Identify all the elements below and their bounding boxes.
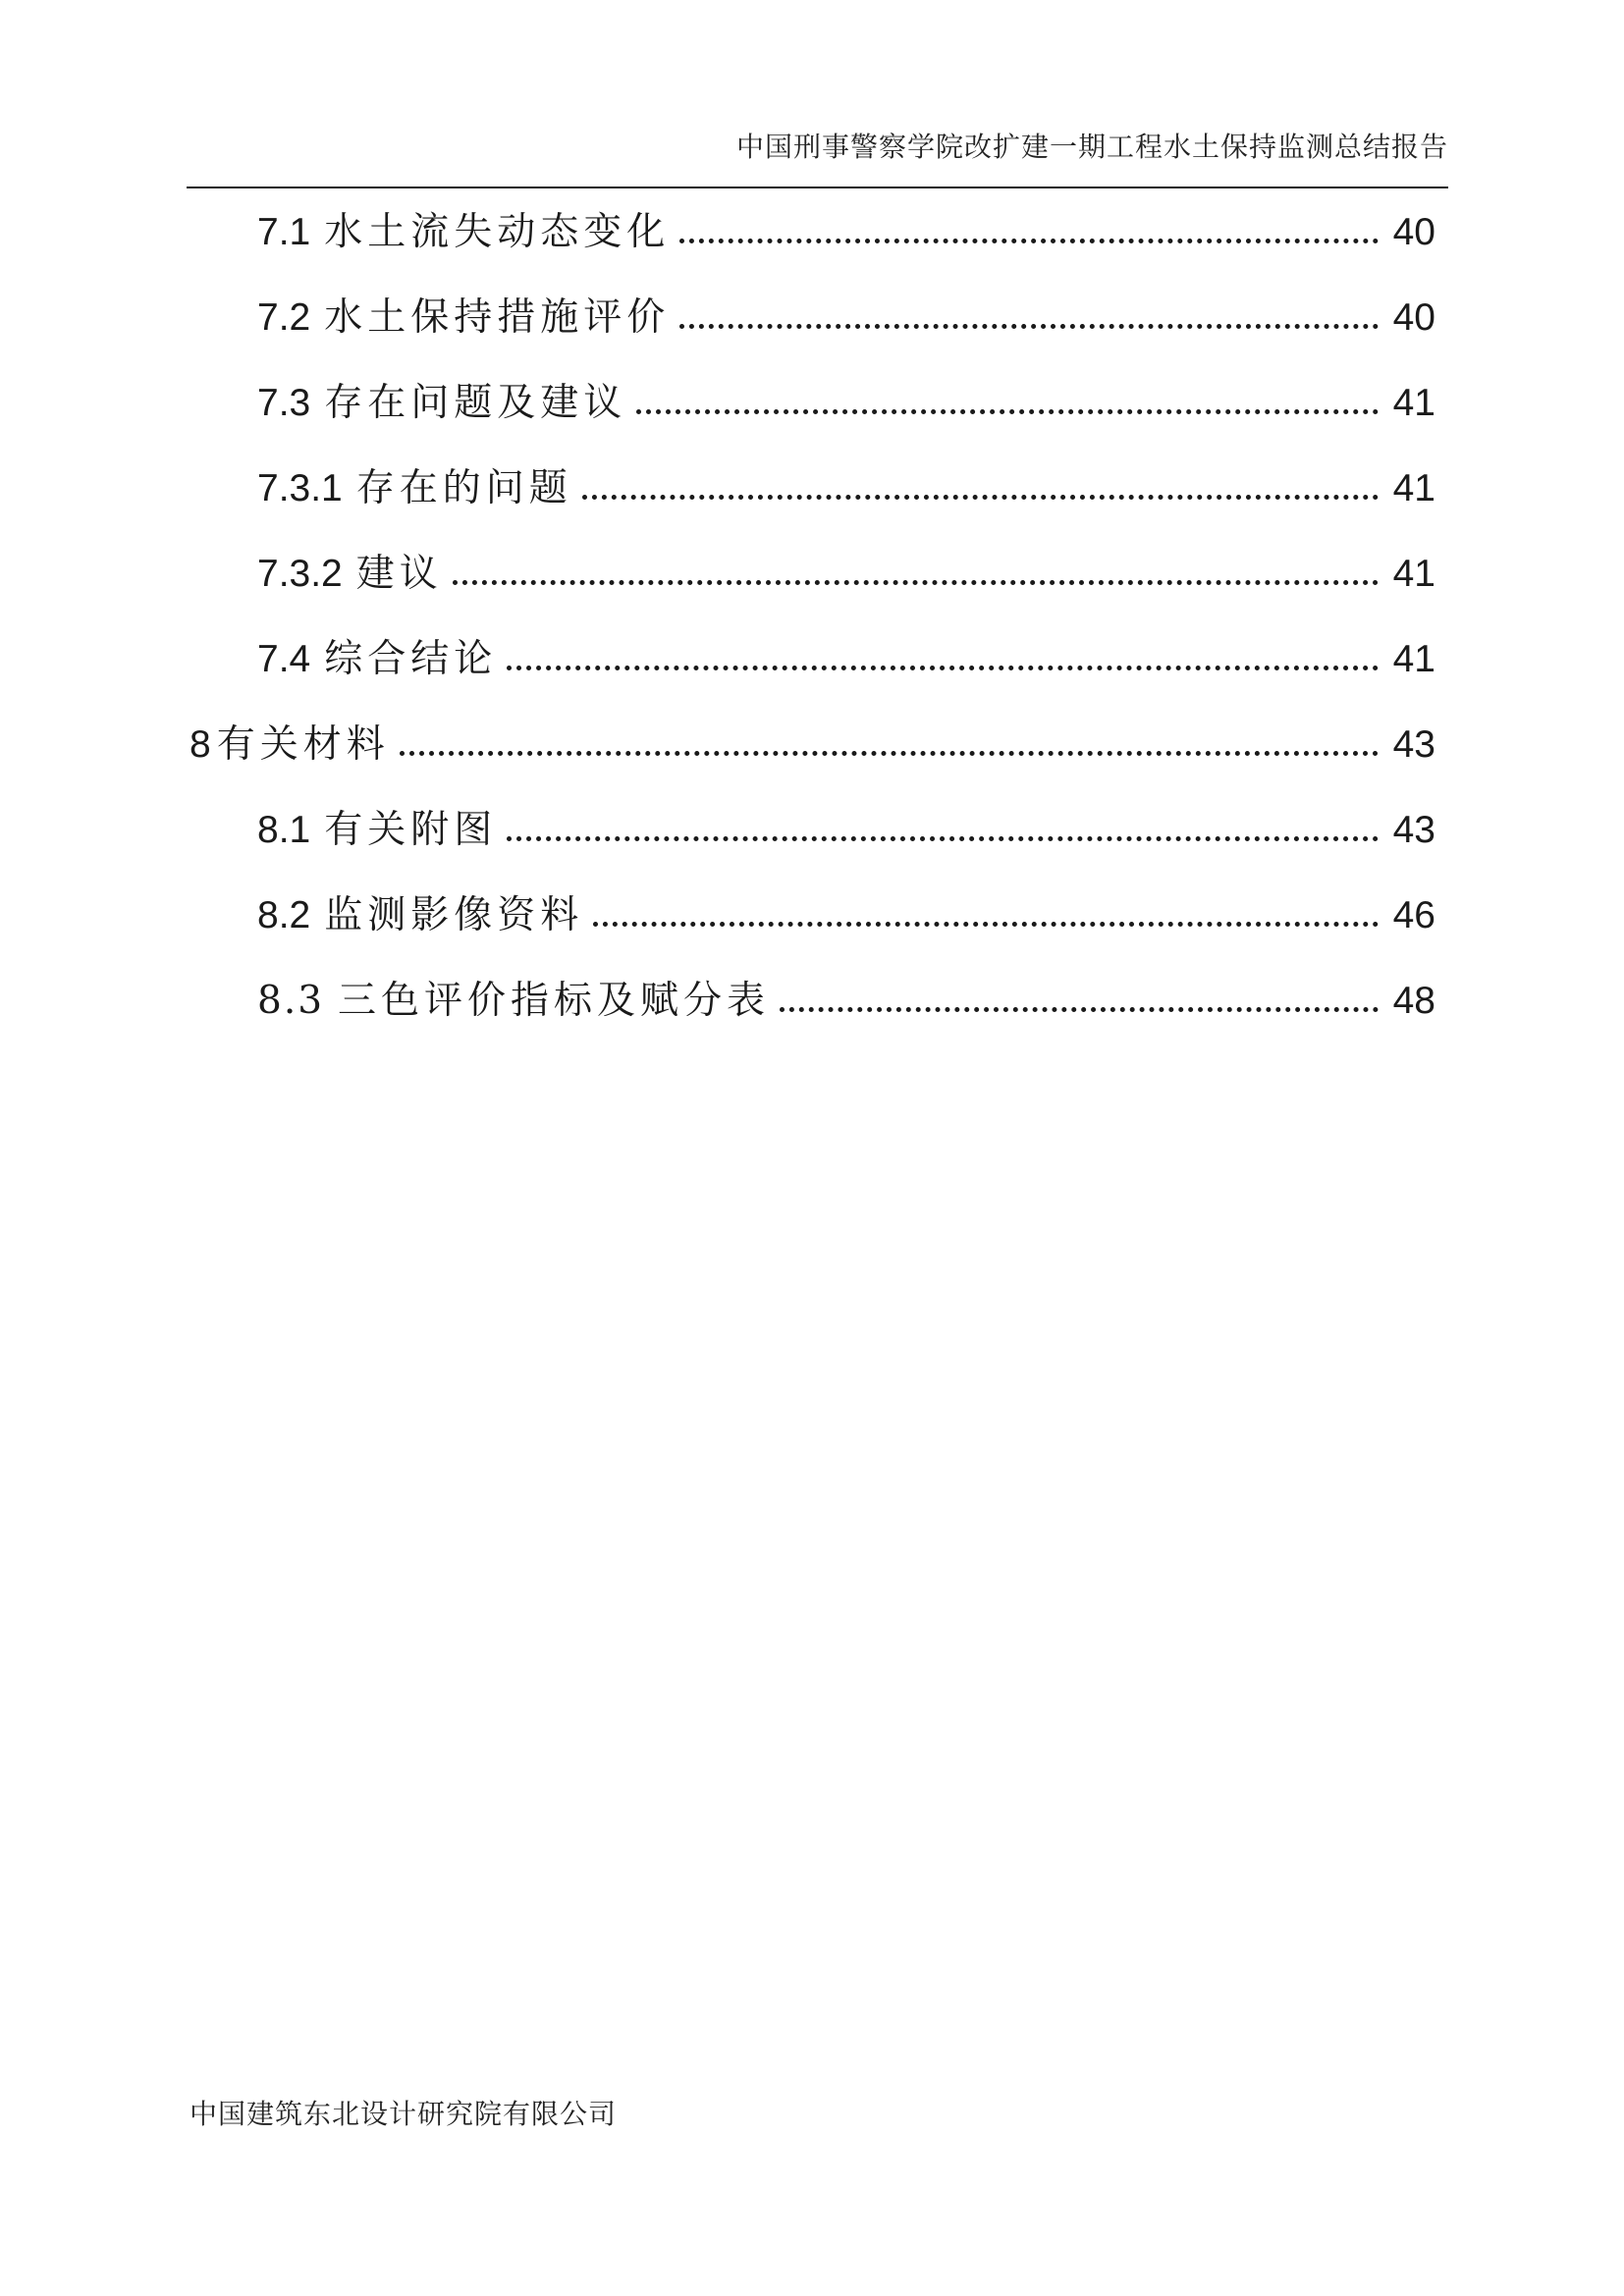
toc-dot-leader bbox=[679, 239, 1379, 243]
toc-entry-number: 7.3.1 bbox=[257, 467, 343, 509]
toc-entry-page: 48 bbox=[1392, 980, 1435, 1022]
toc-entry-7-1[interactable] bbox=[257, 192, 1435, 254]
toc-entry-page: 41 bbox=[1392, 553, 1435, 595]
toc-entry-number: 8.1 bbox=[257, 809, 311, 851]
toc-entry-8-1[interactable] bbox=[257, 790, 1435, 852]
toc-entry-title: 水土流失动态变化 bbox=[324, 210, 671, 254]
toc-entry-page: 43 bbox=[1392, 723, 1435, 766]
toc-entry-number: 8.2 bbox=[257, 894, 311, 936]
toc-entry-number: 7.2 bbox=[257, 296, 311, 339]
toc-entry-7-3-1[interactable] bbox=[257, 449, 1435, 510]
toc-entry-8[interactable] bbox=[189, 705, 1435, 767]
toc-entry-8-3[interactable] bbox=[257, 961, 1435, 1023]
toc-entry-title: 存在问题及建议 bbox=[324, 381, 627, 425]
toc-dot-leader bbox=[780, 1007, 1379, 1012]
toc-entry-number: 7.4 bbox=[257, 638, 311, 680]
toc-entry-title: 有关材料 bbox=[216, 722, 390, 767]
toc-entry-title: 三色评价指标及赋分表 bbox=[338, 979, 771, 1023]
toc-entry-number: 7.3.2 bbox=[257, 553, 343, 595]
toc-dot-leader bbox=[679, 324, 1379, 329]
toc-entry-7-4[interactable] bbox=[257, 619, 1435, 681]
toc-entry-title: 监测影像资料 bbox=[324, 893, 584, 937]
toc-entry-number: 7.1 bbox=[257, 211, 311, 253]
toc-entry-number: 7.3 bbox=[257, 382, 311, 424]
toc-dot-leader bbox=[593, 922, 1379, 927]
toc-entry-title: 建议 bbox=[355, 552, 443, 596]
toc-entry-page: 41 bbox=[1392, 638, 1435, 680]
toc-dot-leader bbox=[582, 495, 1379, 500]
toc-entry-title: 有关附图 bbox=[324, 808, 498, 852]
toc-entry-page: 41 bbox=[1392, 382, 1435, 424]
toc-dot-leader bbox=[507, 666, 1379, 670]
toc-entry-title: 水土保持措施评价 bbox=[324, 295, 671, 340]
page-header-title: 中国刑事警察学院改扩建一期工程水土保持监测总结报告 bbox=[735, 131, 1448, 163]
toc-entry-title: 存在的问题 bbox=[355, 466, 572, 510]
toc-dot-leader bbox=[507, 836, 1379, 841]
toc-entry-title: 综合结论 bbox=[324, 637, 498, 681]
page-footer-company: 中国建筑东北设计研究院有限公司 bbox=[189, 2098, 618, 2130]
toc-entry-number: 8.3 bbox=[257, 979, 325, 1023]
toc-entry-number: 8 bbox=[189, 723, 211, 766]
toc-dot-leader bbox=[636, 409, 1379, 414]
toc-entry-page: 46 bbox=[1392, 894, 1435, 936]
toc-entry-page: 41 bbox=[1392, 467, 1435, 509]
toc-entry-page: 40 bbox=[1392, 296, 1435, 339]
toc-dot-leader bbox=[400, 751, 1379, 756]
toc-entry-7-2[interactable] bbox=[257, 278, 1435, 340]
toc-entry-page: 40 bbox=[1392, 211, 1435, 253]
toc-dot-leader bbox=[453, 580, 1379, 585]
toc-entry-8-2[interactable] bbox=[257, 876, 1435, 937]
header-rule bbox=[187, 187, 1448, 188]
toc-entry-7-3-2[interactable] bbox=[257, 534, 1435, 596]
toc-entry-7-3[interactable] bbox=[257, 363, 1435, 425]
toc-entry-page: 43 bbox=[1392, 809, 1435, 851]
